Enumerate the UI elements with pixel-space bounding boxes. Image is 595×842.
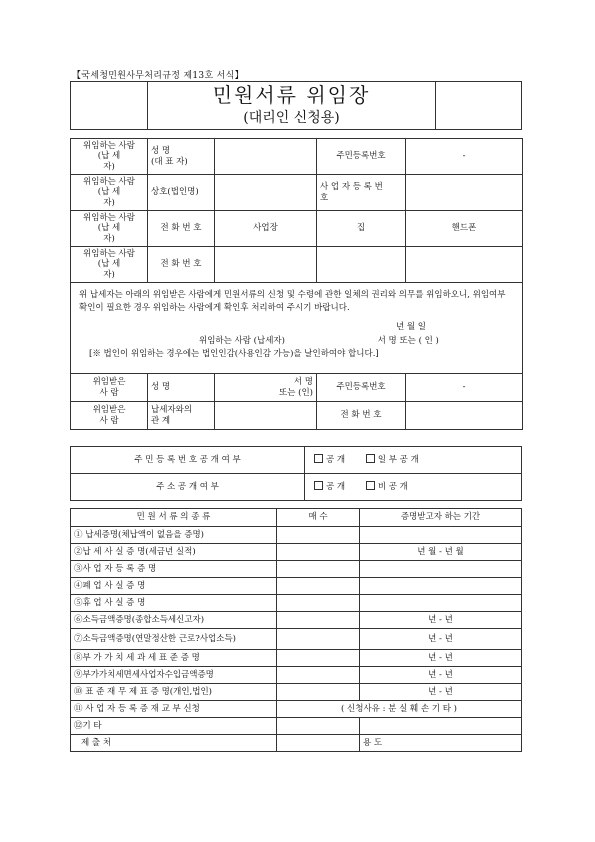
- document-count-field[interactable]: [277, 595, 360, 612]
- rrn-field[interactable]: -: [406, 139, 523, 175]
- document-row: [71, 667, 522, 684]
- document-period[interactable]: 년 - 년: [360, 650, 522, 667]
- purpose-label: 용 도: [360, 735, 522, 752]
- header-doc-type: 민 원 서 류 의 종 류: [71, 509, 277, 527]
- addr-private-option[interactable]: 비 공 개: [366, 482, 408, 492]
- sign-label: 서 명 또는 ( 인 ): [377, 335, 439, 346]
- document-name: ⑦소득금액증명(연말정산한 근로?사업소득): [71, 629, 277, 650]
- document-row: [71, 527, 522, 544]
- document-period[interactable]: [360, 578, 522, 595]
- statement-signer: [79, 335, 516, 348]
- submit-to-label: 제 출 처: [71, 735, 277, 752]
- rrn-label: 주민등록번호: [317, 139, 406, 175]
- document-count-field[interactable]: [277, 544, 360, 561]
- document-period[interactable]: [360, 561, 522, 578]
- documents-header: [71, 509, 522, 527]
- disclosure-section: [70, 446, 522, 501]
- page-title: 민원서류 위임장: [212, 83, 371, 108]
- office-phone-label: 사업장: [215, 211, 317, 247]
- rrn-disclosure-label: 주 민 등 록 번 호 공 개 여 부: [71, 447, 305, 474]
- document-row: [71, 650, 522, 667]
- document-row: [71, 701, 522, 718]
- checkbox[interactable]: [366, 481, 375, 490]
- phone-field-home[interactable]: [317, 247, 406, 283]
- statement-block: [71, 283, 523, 374]
- document-count-field[interactable]: [277, 629, 360, 650]
- document-row: [71, 629, 522, 650]
- document-period[interactable]: 년 - 년: [360, 612, 522, 629]
- header-period: 증명받고자 하는 기간: [360, 509, 522, 527]
- checkbox[interactable]: [314, 454, 323, 463]
- delegate-label: 위임받은 사 람: [71, 402, 148, 430]
- document-count-field[interactable]: [277, 578, 360, 595]
- document-period[interactable]: [360, 527, 522, 544]
- delegate-phone-label: 전 화 번 호: [317, 402, 406, 430]
- document-row: [71, 544, 522, 561]
- delegator-label: 위임하는 사람 (납 세 자): [71, 247, 148, 283]
- document-count-field[interactable]: [277, 612, 360, 629]
- title-cell: [148, 82, 436, 130]
- header-count: 매 수: [277, 509, 360, 527]
- document-name: ⑤휴 업 사 실 증 명: [71, 595, 277, 612]
- document-row: [71, 561, 522, 578]
- document-row: [71, 684, 522, 701]
- company-field[interactable]: [215, 175, 317, 211]
- submit-to-field[interactable]: [277, 735, 360, 752]
- delegate-label: 위임받은 사 람: [71, 374, 148, 402]
- delegator-section: [70, 138, 523, 430]
- delegate-rrn-label: 주민등록번호: [317, 374, 406, 402]
- other-count-field[interactable]: [277, 718, 360, 735]
- title-box: [70, 81, 522, 130]
- form-code: 【국세청민원사무처리규정 제13호 서식】: [72, 71, 244, 81]
- submit-row: [71, 735, 522, 752]
- document-row: [71, 612, 522, 629]
- documents-section: [70, 508, 522, 752]
- name-field[interactable]: [215, 139, 317, 175]
- reissue-name: ⑪ 사 업 자 등 록 증 재 교 부 신청: [71, 701, 277, 718]
- document-count-field[interactable]: [277, 527, 360, 544]
- document-count-field[interactable]: [277, 650, 360, 667]
- document-name: ① 납세증명(체납액이 없음을 증명): [71, 527, 277, 544]
- delegator-label: 위임하는 사람 (납 세 자): [71, 139, 148, 175]
- bizno-field[interactable]: [406, 175, 523, 211]
- document-period[interactable]: 년 - 년: [360, 629, 522, 650]
- document-row: [71, 718, 522, 735]
- statement-note: [※ 법인이 위임하는 경우에는 법인인감(사용인감 가능)을 날인하여야 합니다.]: [89, 348, 379, 359]
- title-right-cell: [436, 82, 522, 130]
- page-subtitle: (대리인 신청용): [243, 110, 340, 127]
- delegate-name-label: 성 명: [148, 374, 215, 402]
- document-name: ⑥소득금액증명(종합소득세신고자): [71, 612, 277, 629]
- statement-text: 위 납세자는 아래의 위임받은 사람에게 민원서류의 신청 및 수령에 관한 일체의 권리와 의무를 위임하오니, 위임여부 확인이 필요한 경우 위임하는 사람에게 확인후 처리하여 주시기 바랍니다.: [79, 290, 506, 314]
- document-count-field[interactable]: [277, 684, 360, 701]
- delegator-label: 위임하는 사람 (납 세 자): [71, 175, 148, 211]
- addr-public-option[interactable]: 공 개: [314, 482, 345, 492]
- document-period[interactable]: 년 월 - 년 월: [360, 544, 522, 561]
- relation-label: 납세자와의 관 계: [148, 402, 215, 430]
- title-left-cell: [71, 82, 148, 130]
- phone-field-mobile[interactable]: [406, 247, 523, 283]
- phone-label: 전 화 번 호: [148, 211, 215, 247]
- other-name: ⑫기 타: [71, 718, 277, 735]
- document-name: ⑨부가가치세면세사업자수입금액증명: [71, 667, 277, 684]
- company-label: 상호(법인명): [148, 175, 215, 211]
- document-name: ⑧부 가 가 치 세 과 세 표 준 증 명: [71, 650, 277, 667]
- phone-field-office[interactable]: [215, 247, 317, 283]
- document-name: ②납 세 사 실 증 명(세금년 실적): [71, 544, 277, 561]
- checkbox[interactable]: [366, 454, 375, 463]
- bizno-label: 사 업 자 등 록 번 호: [317, 175, 406, 211]
- address-disclosure-label: 주 소 공 개 여 부: [71, 474, 305, 501]
- document-period[interactable]: 년 - 년: [360, 684, 522, 701]
- checkbox[interactable]: [314, 481, 323, 490]
- document-count-field[interactable]: [277, 667, 360, 684]
- rrn-public-option[interactable]: 공 개: [314, 455, 345, 465]
- document-period[interactable]: [360, 595, 522, 612]
- rrn-partial-option[interactable]: 일 부 공 개: [366, 455, 419, 465]
- document-name: ④폐 업 사 실 증 명: [71, 578, 277, 595]
- other-period-field[interactable]: [360, 718, 522, 735]
- delegate-sign-label: 서 명 또는 (인): [215, 374, 317, 402]
- delegator-label: 위임하는 사람 (납 세 자): [71, 211, 148, 247]
- document-count-field[interactable]: [277, 561, 360, 578]
- signer-label: 위임하는 사람 (납세자): [199, 335, 285, 346]
- document-period[interactable]: 년 - 년: [360, 667, 522, 684]
- document-row: [71, 595, 522, 612]
- address-disclosure-options: [305, 474, 522, 501]
- document-row: [71, 578, 522, 595]
- home-phone-label: 집: [317, 211, 406, 247]
- mobile-label: 핸드폰: [406, 211, 523, 247]
- relation-field[interactable]: [215, 402, 317, 430]
- name-label: 성 명 (대 표 자): [148, 139, 215, 175]
- delegate-rrn-field[interactable]: -: [406, 374, 523, 402]
- phone-label-2: 전 화 번 호: [148, 247, 215, 283]
- statement-date: 년 월 일: [395, 322, 426, 333]
- delegate-phone-field[interactable]: [406, 402, 523, 430]
- rrn-disclosure-options: [305, 447, 522, 474]
- document-name: ⑩ 표 준 재 무 제 표 증 명(개인,법인): [71, 684, 277, 701]
- document-name: ③사 업 자 등 록 증 명: [71, 561, 277, 578]
- reissue-reason[interactable]: ( 신청사유 : 분 실 훼 손 기 타 ): [277, 701, 522, 718]
